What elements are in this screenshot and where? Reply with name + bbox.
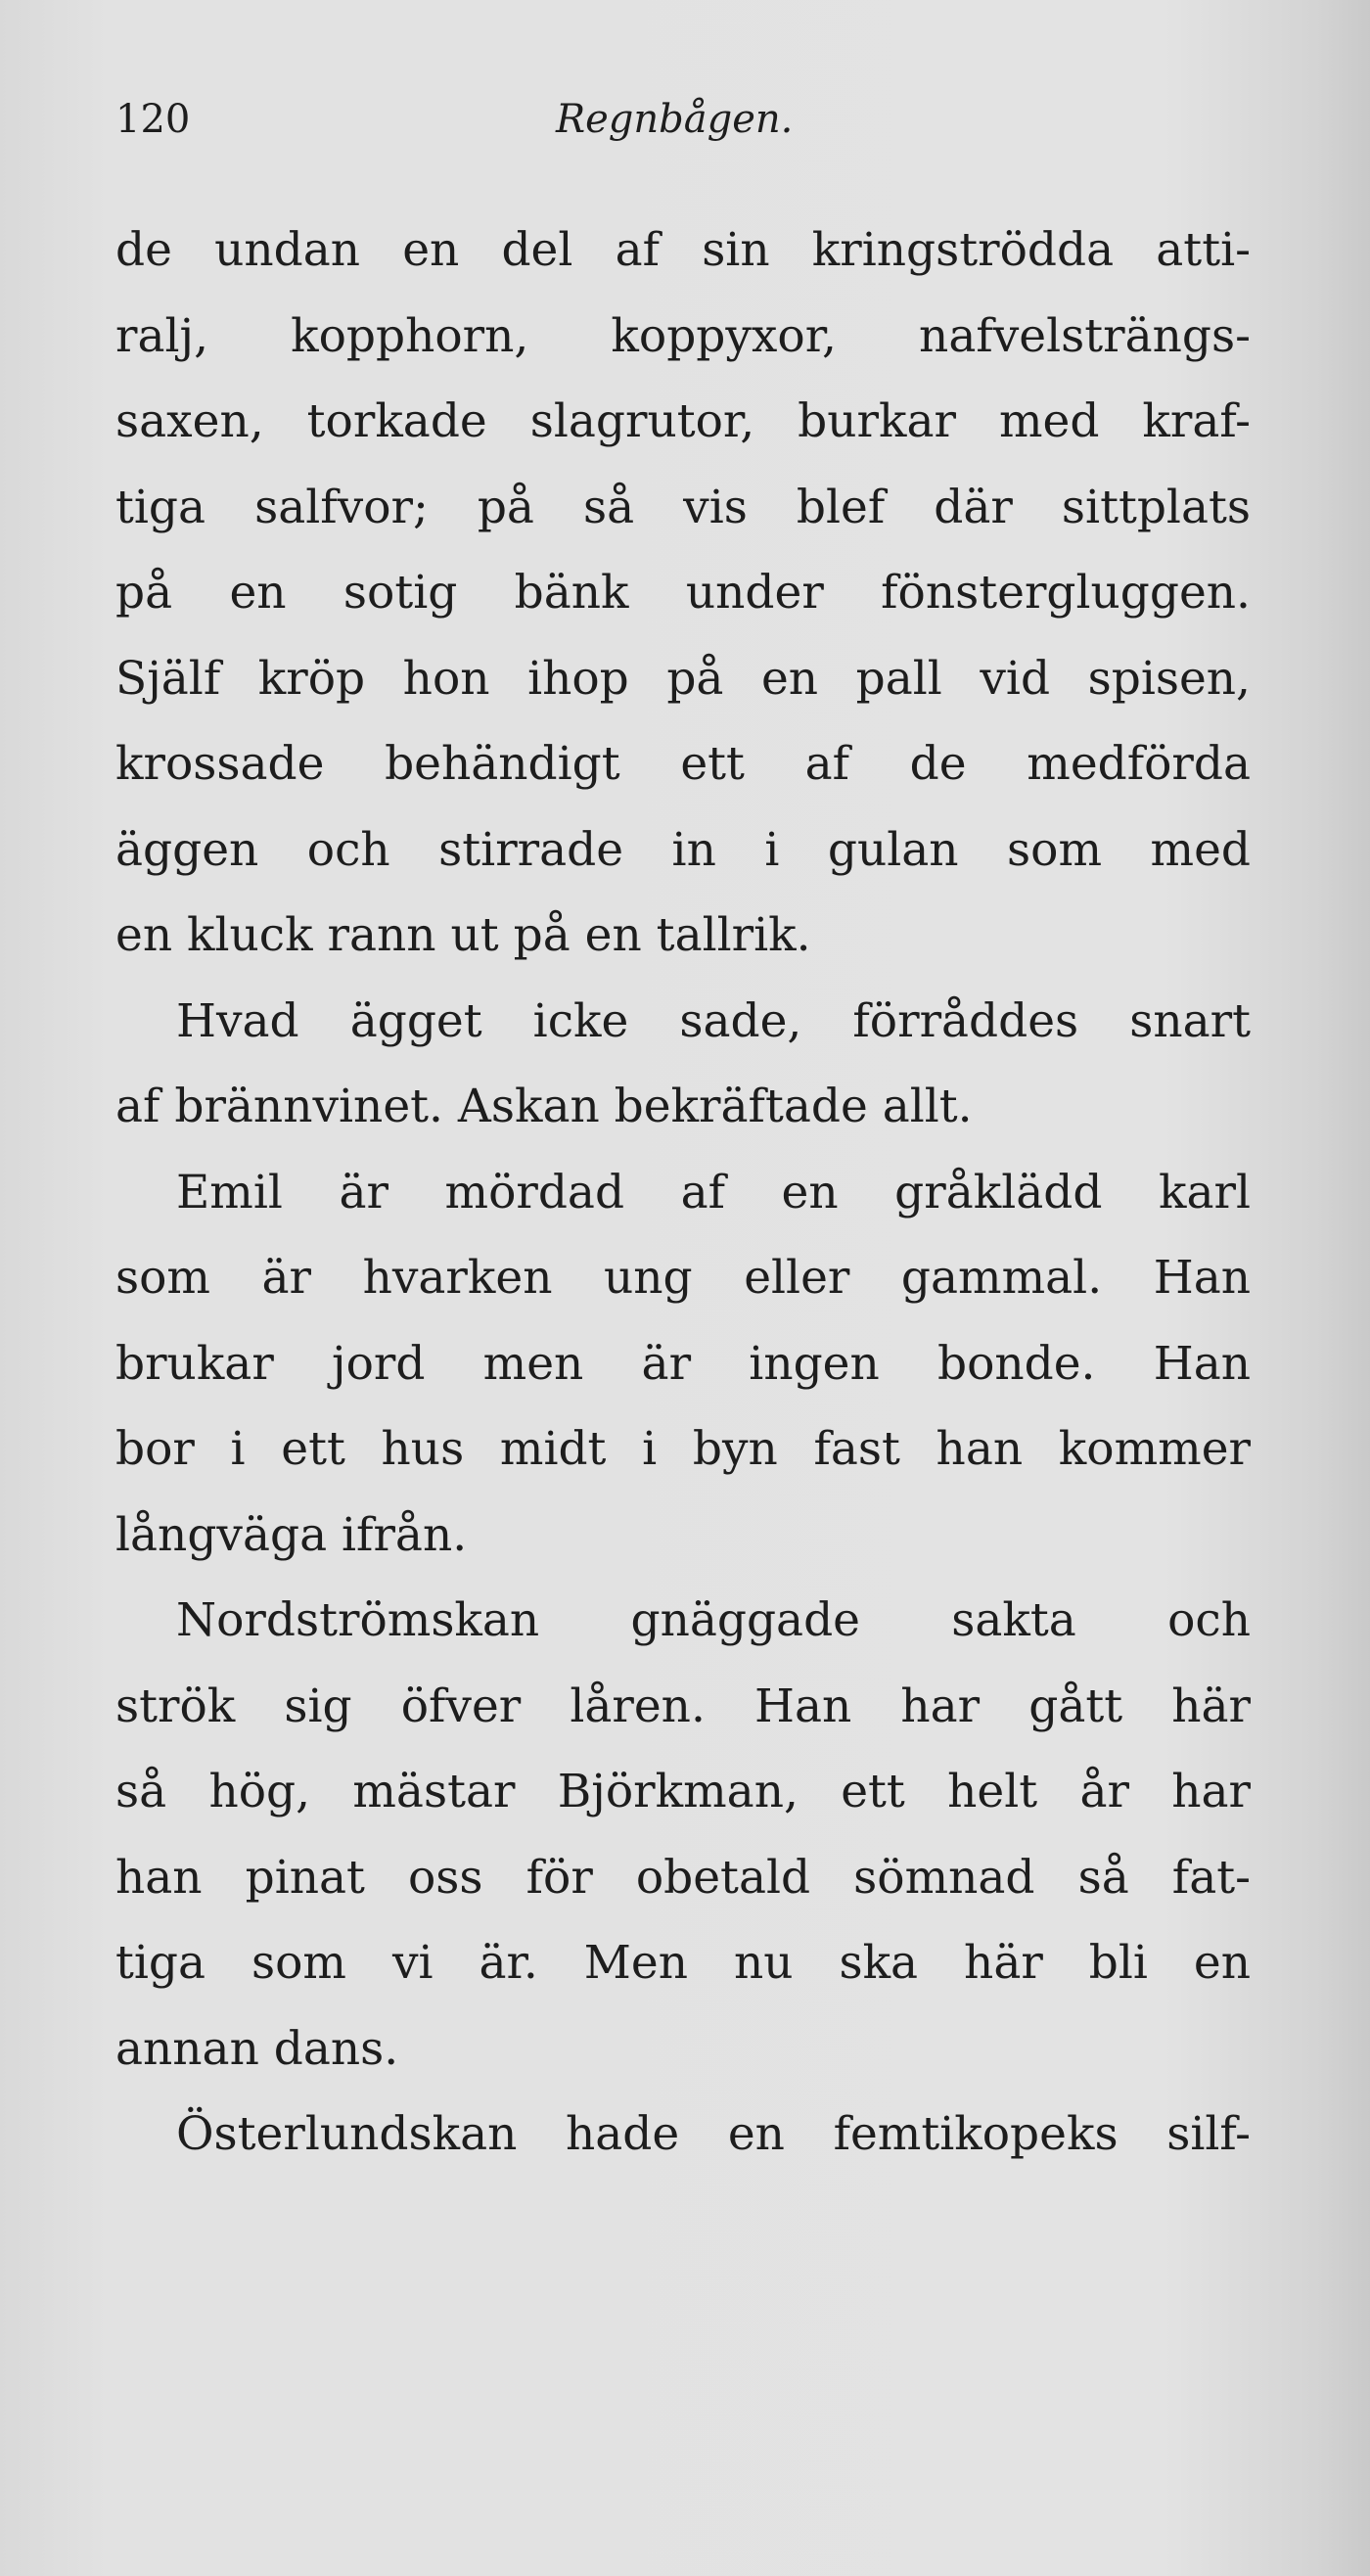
text-line: äggen och stirrade in i gulan som med — [115, 822, 1251, 877]
text-line: af brännvinet. Askan bekräftade allt. — [115, 1080, 973, 1133]
body-text — [115, 207, 1251, 2178]
text-line: Själf kröp hon ihop på en pall vid spisen, — [115, 651, 1251, 706]
text-line: långväga ifrån. — [115, 1507, 468, 1562]
text-line: saxen, torkade slagrutor, burkar med kraf- — [115, 394, 1251, 448]
text-line: strök sig öfver låren. Han har gått här — [115, 1679, 1251, 1733]
text-line: bor i ett hus midt i byn fast han kommer — [115, 1422, 1251, 1476]
text-line: krossade behändigt ett af de medförda — [115, 737, 1251, 791]
text-line: annan dans. — [115, 2021, 399, 2076]
page-number: 120 — [115, 97, 191, 142]
running-title: Regnbågen. — [556, 97, 794, 142]
text-line: så hög, mästar Björkman, ett helt år har — [115, 1765, 1251, 1818]
text-line: som är hvarken ung eller gammal. Han — [115, 1251, 1251, 1305]
text-line: Österlundskan hade en femtikopeks silf- — [176, 2107, 1251, 2161]
text-line: Nordströmskan gnäggade sakta och — [176, 1593, 1251, 1647]
text-line: Hvad ägget icke sade, förråddes snart — [176, 993, 1251, 1048]
text-line: på en sotig bänk under fönstergluggen. — [115, 566, 1251, 620]
text-line: en kluck rann ut på en tallrik. — [115, 908, 811, 962]
text-line: tiga som vi är. Men nu ska här bli en — [115, 1936, 1251, 1990]
text-line: ralj, kopphorn, koppyxor, nafvelsträngs- — [115, 308, 1251, 363]
text-line: brukar jord men är ingen bonde. Han — [115, 1336, 1251, 1391]
text-line: de undan en del af sin kringströdda atti- — [115, 223, 1251, 277]
text-line: tiga salfvor; på så vis blef där sittplats — [115, 480, 1251, 534]
text-line: Emil är mördad af en gråklädd karl — [176, 1165, 1251, 1219]
text-line: han pinat oss för obetald sömnad så fat- — [115, 1850, 1251, 1905]
page-header — [115, 90, 1251, 149]
